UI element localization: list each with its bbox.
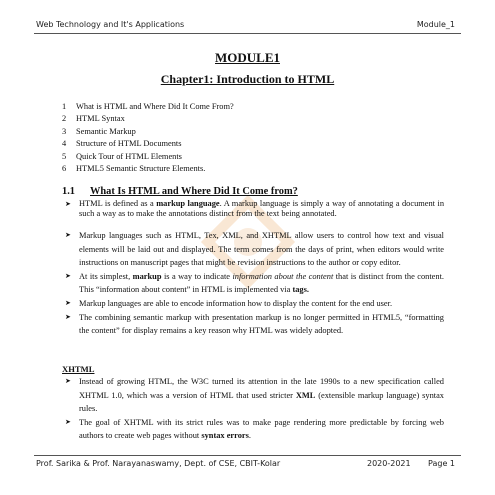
toc-item <box>62 126 234 138</box>
toc-item <box>62 163 234 175</box>
toc-item <box>62 151 234 163</box>
arrow-bullet-icon: ➤ <box>65 200 71 208</box>
page-header <box>36 20 459 32</box>
bullet-item: ➤ At its simplest, markup is a way to indicate information about the content that is distinct from the content. This “information about content” in HTML is implemented via tags. <box>65 271 444 295</box>
module-title: MODULE1 <box>215 50 280 65</box>
arrow-bullet-icon: ➤ <box>65 298 71 307</box>
toc-text: HTML Syntax <box>76 114 125 124</box>
footer-page-number: Page 1 <box>428 459 455 468</box>
toc-text: Structure of HTML Documents <box>76 139 182 149</box>
toc-text: HTML5 Semantic Structure Elements. <box>76 163 206 173</box>
arrow-bullet-icon: ➤ <box>65 231 71 239</box>
bullet-item: ➤ Markup languages are able to encode information how to display the content for the end user. <box>62 297 444 311</box>
toc-item <box>62 113 234 125</box>
toc-number: 4 <box>62 139 67 149</box>
footer-authors: Prof. Sarika & Prof. Narayanaswamy, Dept. of CSE, CBIT-Kolar <box>36 459 281 468</box>
toc-item <box>62 101 234 113</box>
bullet-item: ➤ The combining semantic markup with presentation markup is no longer permitted in HTML5, “formatting the content” for display remains a key reason why HTML was widely adopted. <box>65 312 444 336</box>
toc-text: Quick Tour of HTML Elements <box>76 151 182 161</box>
arrow-bullet-icon: ➤ <box>65 312 71 321</box>
section-heading <box>62 186 298 197</box>
arrow-bullet-icon: ➤ <box>65 271 71 280</box>
toc-number: 6 <box>62 163 67 173</box>
toc-number: 3 <box>62 126 67 136</box>
table-of-contents <box>62 101 234 175</box>
arrow-bullet-icon: ➤ <box>65 417 71 426</box>
toc-item <box>62 138 234 150</box>
toc-text: What is HTML and Where Did It Come From? <box>76 102 234 111</box>
section-title: What Is HTML and Where Did It Come from? <box>90 186 298 197</box>
bullet-item: ➤ Markup languages such as HTML, Tex, XML, and XHTML allow users to control how text and visual elements will be laid out and displayed. The term comes from the days of print, when editors would write instructions on manuscript pages that might be revision instructions to the author or copy editor. <box>65 231 444 268</box>
arrow-bullet-icon: ➤ <box>65 377 71 385</box>
header-rule <box>34 33 461 34</box>
chapter-title: Chapter1: Introduction to HTML <box>160 72 335 86</box>
subheading-xhtml: XHTML <box>62 364 95 374</box>
bullet-list-html-cont <box>62 229 444 338</box>
header-course-title: Web Technology and It's Applications <box>36 20 185 29</box>
header-module-label: Module_1 <box>416 20 455 29</box>
bullet-list-xhtml <box>62 375 444 443</box>
page-footer <box>36 459 459 471</box>
toc-number: 2 <box>62 114 67 124</box>
bullet-item: ➤ Instead of growing HTML, the W3C turned its attention in the late 1990s to a new specification called XHTML 1.0, which was a version of HTML that used stricter XML (extensible markup language) syntax rules. <box>65 377 444 414</box>
bullet-item: ➤ HTML is defined as a markup language. A markup language is simply a way of annotating a document in such a way as to make the annotations distinct from the text being annotated. <box>65 199 445 219</box>
footer-year: 2020-2021 <box>367 459 411 468</box>
bullet-item: ➤ The goal of XHTML with its strict rules was to make page rendering more predictable by forcing web authors to create web pages without syntax errors. <box>65 417 444 441</box>
section-number: 1.1 <box>62 186 75 197</box>
toc-text: Semantic Markup <box>76 126 136 136</box>
toc-number: 5 <box>62 151 67 161</box>
toc-number: 1 <box>62 102 67 111</box>
footer-rule <box>34 455 461 456</box>
bullet-list-html <box>62 199 444 219</box>
